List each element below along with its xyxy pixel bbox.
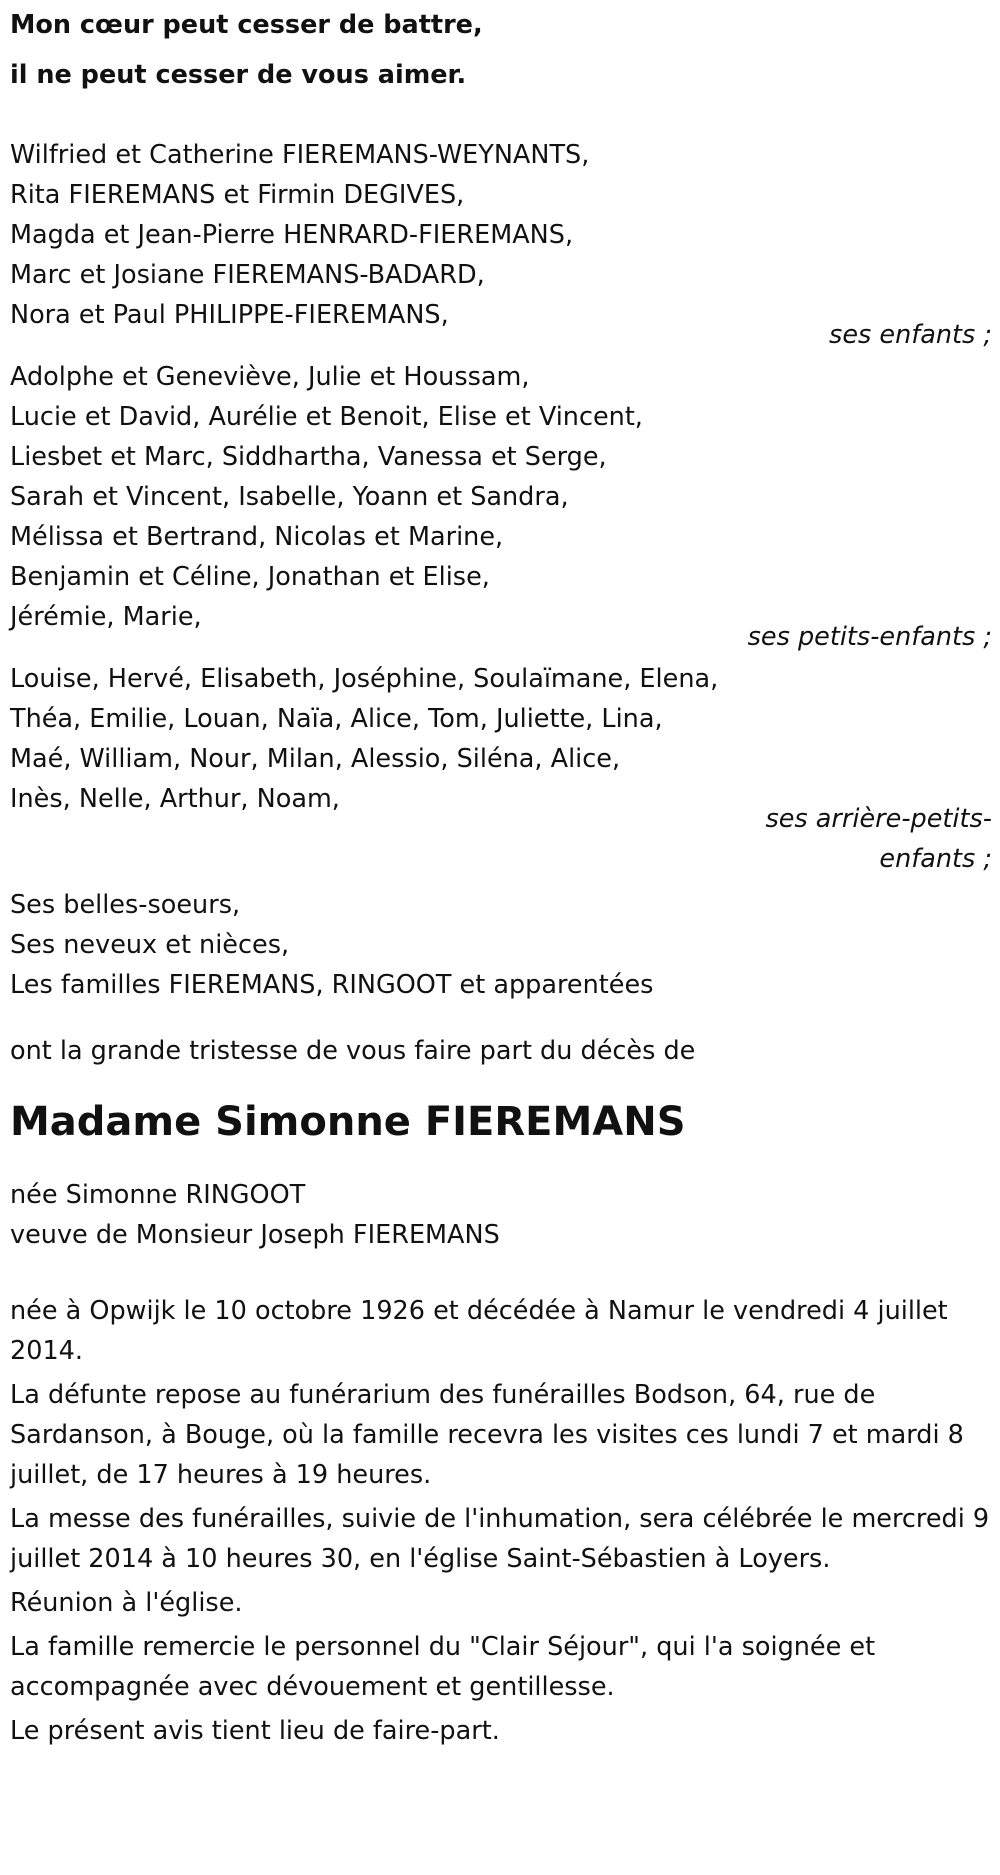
birth-name: née Simonne RINGOOT [10, 1180, 306, 1210]
epigraph [10, 0, 1000, 100]
children-name: Magda et Jean-Pierre HENRARD-FIEREMANS, [10, 220, 574, 250]
great-grandchildren-group [10, 659, 1000, 879]
children-group [10, 135, 1000, 355]
grandchildren-name: Adolphe et Geneviève, Julie et Houssam, [10, 362, 530, 392]
grandchildren-name: Mélissa et Bertrand, Nicolas et Marine, [10, 522, 504, 552]
epigraph-line: Mon cœur peut cesser de battre, [10, 10, 483, 40]
announcement [10, 1031, 1000, 1071]
identity-group [10, 1175, 1000, 1255]
birth-death-paragraph: née à Opwijk le 10 octobre 1926 et décédée à Namur le vendredi 4 juillet 2014. [10, 1296, 948, 1366]
notice-paragraph: Le présent avis tient lieu de faire-part. [10, 1716, 500, 1746]
great-grandchildren-name: Louise, Hervé, Elisabeth, Joséphine, Soulaïmane, Elena, [10, 664, 719, 694]
funerarium-paragraph: La défunte repose au funérarium des funérailles Bodson, 64, rue de Sardanson, à Bouge, où la famille recevra les visites ces lundi 7 et mardi 8 juillet, de 17 heures à 19 heures. [10, 1380, 964, 1490]
relatives-group [10, 885, 1000, 1005]
grandchildren-name: Benjamin et Céline, Jonathan et Elise, [10, 562, 490, 592]
great-grandchildren-role: enfants ; [879, 844, 992, 874]
epigraph-line: il ne peut cesser de vous aimer. [10, 60, 467, 90]
relatives-line: Les familles FIEREMANS, RINGOOT et apparentées [10, 970, 654, 1000]
grandchildren-name: Liesbet et Marc, Siddhartha, Vanessa et Serge, [10, 442, 607, 472]
announcement-text: ont la grande tristesse de vous faire part du décès de [10, 1036, 696, 1066]
relatives-line: Ses belles-soeurs, [10, 890, 241, 920]
children-role: ses enfants ; [829, 320, 992, 350]
grandchildren-name: Sarah et Vincent, Isabelle, Yoann et Sandra, [10, 482, 569, 512]
grandchildren-role: ses petits-enfants ; [747, 622, 992, 652]
deceased-name: Madame Simonne FIEREMANS [10, 1099, 686, 1145]
grandchildren-name: Jérémie, Marie, [10, 602, 202, 632]
grandchildren-name: Lucie et David, Aurélie et Benoit, Elise et Vincent, [10, 402, 643, 432]
great-grandchildren-name: Maé, William, Nour, Milan, Alessio, Siléna, Alice, [10, 744, 621, 774]
children-name: Wilfried et Catherine FIEREMANS-WEYNANTS, [10, 140, 590, 170]
great-grandchildren-name: Théa, Emilie, Louan, Naïa, Alice, Tom, Juliette, Lina, [10, 704, 663, 734]
children-name: Nora et Paul PHILIPPE-FIEREMANS, [10, 300, 449, 330]
mass-paragraph: La messe des funérailles, suivie de l'inhumation, sera célébrée le mercredi 9 juillet 2014 à 10 heures 30, en l'église Saint-Sébastien à Loyers. [10, 1504, 990, 1574]
grandchildren-group [10, 357, 1000, 657]
children-name: Rita FIEREMANS et Firmin DEGIVES, [10, 180, 465, 210]
great-grandchildren-role: ses arrière-petits- [765, 804, 992, 834]
widow-of: veuve de Monsieur Joseph FIEREMANS [10, 1220, 500, 1250]
thanks-paragraph: La famille remercie le personnel du "Clair Séjour", qui l'a soignée et accompagnée avec dévouement et gentillesse. [10, 1632, 876, 1702]
children-name: Marc et Josiane FIEREMANS-BADARD, [10, 260, 485, 290]
meeting-paragraph: Réunion à l'église. [10, 1588, 243, 1618]
relatives-line: Ses neveux et nièces, [10, 930, 290, 960]
great-grandchildren-name: Inès, Nelle, Arthur, Noam, [10, 784, 340, 814]
